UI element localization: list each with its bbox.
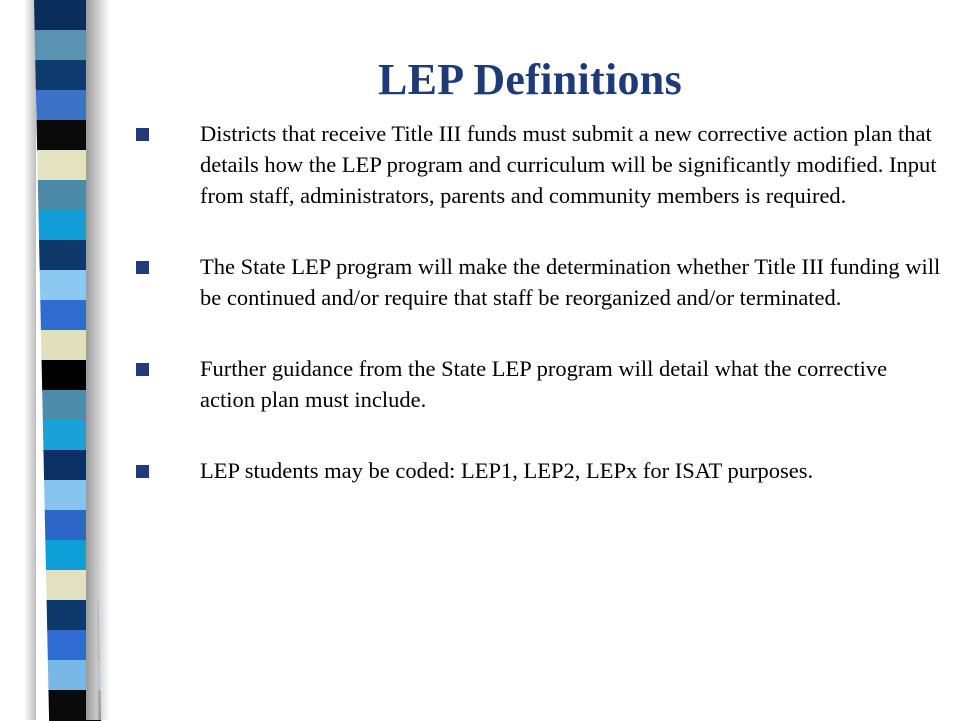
- bullet-item-1: [132, 118, 942, 211]
- square-bullet-icon: [136, 465, 149, 478]
- stripe-segment: [35, 60, 88, 91]
- stripe-segment: [38, 180, 91, 211]
- square-bullet-icon: [136, 261, 149, 274]
- stripe-segment: [38, 210, 91, 241]
- bullet-list: [132, 118, 942, 526]
- bullet-text: Further guidance from the State LEP program will detail what the corrective action plan must include.: [200, 356, 888, 412]
- square-bullet-icon: [136, 363, 149, 376]
- bullet-item-3: [132, 353, 942, 415]
- bullet-text: Districts that receive Title III funds must submit a new corrective action plan that details how the LEP program and curriculum will be significantly modified. Input from staff, administrators, parents and community members is required.: [200, 121, 937, 208]
- stripe-segment: [37, 120, 90, 151]
- stripe-segment: [36, 90, 89, 121]
- stripe-segment: [34, 0, 87, 31]
- bullet-text: LEP students may be coded: LEP1, LEP2, LEPx for ISAT purposes.: [200, 458, 814, 483]
- stripe-segment: [37, 150, 90, 181]
- stripe-shadow-left: [24, 0, 36, 720]
- slide-title: LEP Definitions: [378, 55, 682, 104]
- stripe-segment: [39, 240, 92, 271]
- bullet-item-4: [132, 455, 942, 486]
- stripe-shadow: [86, 0, 110, 720]
- stripe-segment: [35, 30, 88, 61]
- square-bullet-icon: [136, 128, 149, 141]
- bullet-item-2: [132, 251, 942, 313]
- stripe-segment: [40, 270, 93, 301]
- bullet-text: The State LEP program will make the determination whether Title III funding will be continued and/or require that staff be reorganized and/or terminated.: [200, 254, 941, 310]
